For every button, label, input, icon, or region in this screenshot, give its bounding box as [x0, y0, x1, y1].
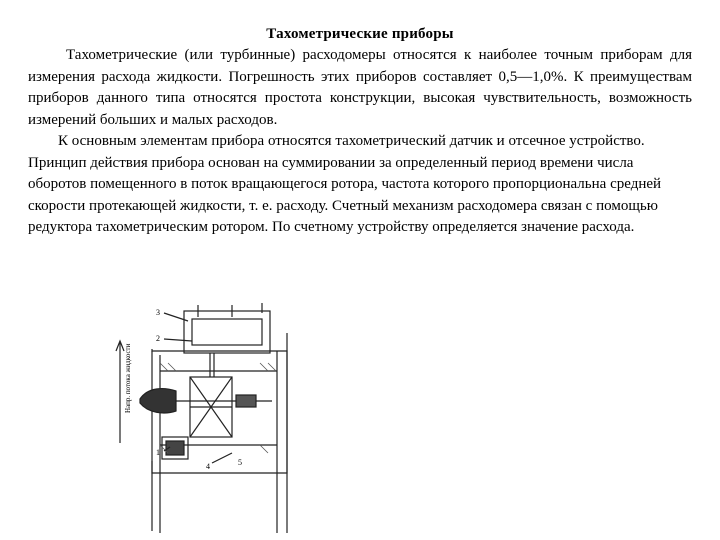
flowmeter-drawing [112, 303, 310, 533]
callout-3: 3 [156, 308, 160, 317]
paragraph-2: К основным элементам прибора относятся тахометрический датчик и отсечное устройство. Принцип действия прибора основан на суммировании за определенный период времени числа оборотов помещенного в поток вращающегося ротора, частота которого пропорциональна средней скорости протекающей жидкости, т. е. расходу. Счетный механизм расходомера связан с помощью редуктора тахометрическим ротором. По счетному устройству определяется значение расхода. [28, 133, 662, 235]
callout-4: 4 [206, 462, 210, 471]
flowmeter-diagram [112, 303, 310, 533]
reducer-block [184, 311, 270, 353]
paragraph-1: Тахометрические (или турбинные) расходомеры относятся к наиболее точным приборам для измерения расхода жидкости. Погрешность этих приборов составляет 0,5—1,0%. К преимуществам приборов данного типа относятся простота конструкции, высокая чувствительность, возможность измерений больших и малых расходов. [28, 47, 692, 128]
reducer-inner [192, 319, 262, 345]
page-title: Тахометрические приборы [266, 26, 454, 42]
callout-5: 5 [238, 458, 242, 467]
callout-1: 1 [156, 448, 160, 457]
body-text [28, 45, 692, 239]
bearing [236, 395, 256, 407]
flow-direction-label: Напр. потока жидкости [124, 343, 132, 413]
callout-2: 2 [156, 334, 160, 343]
nose-cone [140, 389, 176, 413]
